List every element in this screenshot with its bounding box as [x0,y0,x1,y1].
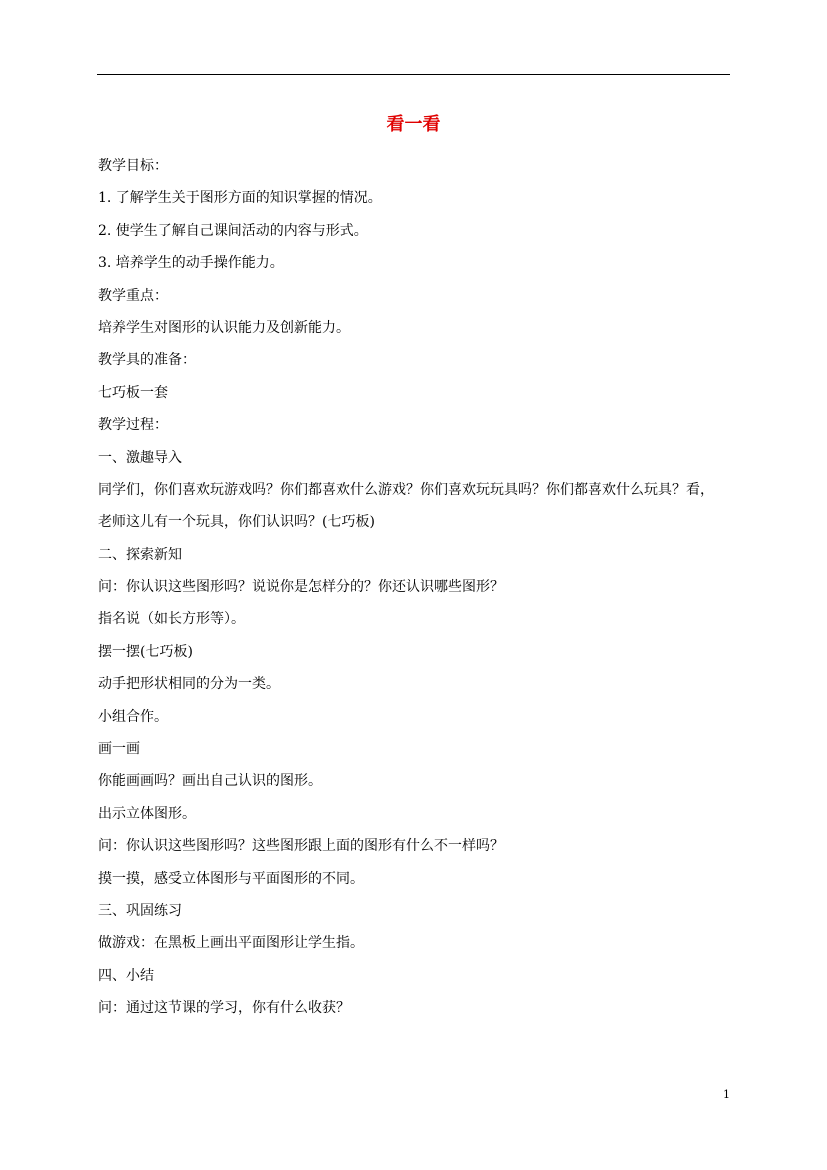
paragraph-line: 做游戏：在黑板上画出平面图形让学生指。 [98,935,364,952]
paragraph-line: 小组合作。 [98,708,168,725]
step-heading-explore: 二、探索新知 [98,546,182,563]
document-body [98,150,738,1025]
section-heading-process: 教学过程： [98,417,168,434]
activity-heading-draw: 画一画 [98,741,140,758]
step-heading-summary: 四、小结 [98,967,154,984]
paragraph-line: 指名说（如长方形等）。 [98,611,245,628]
objective-item-3: 3. 培养学生的动手操作能力。 [98,255,284,272]
section-heading-materials: 教学具的准备： [98,352,196,369]
section-heading-objectives: 教学目标： [98,158,168,174]
paragraph-line: 老师这儿有一个玩具，你们认识吗？(七巧板) [98,514,375,531]
paragraph-line: 同学们，你们喜欢玩游戏吗？你们都喜欢什么游戏？你们喜欢玩玩具吗？你们都喜欢什么玩具？看， [98,481,714,498]
paragraph-line: 问：你认识这些图形吗？说说你是怎样分的？你还认识哪些图形？ [98,579,504,596]
activity-heading-arrange: 摆一摆(七巧板) [98,643,193,660]
paragraph-line: 你能画画吗？画出自己认识的图形。 [98,773,322,790]
document-title: 看一看 [386,114,441,135]
objective-item-2: 2. 使学生了解自己课间活动的内容与形式。 [98,222,368,239]
paragraph-line: 问：通过这节课的学习，你有什么收获？ [98,1000,350,1017]
paragraph-line: 出示立体图形。 [98,805,196,822]
key-point-text: 培养学生对图形的认识能力及创新能力。 [98,319,350,336]
paragraph-line: 摸一摸，感受立体图形与平面图形的不同。 [98,870,364,887]
step-heading-practice: 三、巩固练习 [98,902,182,919]
objective-item-1: 1. 了解学生关于图形方面的知识掌握的情况。 [98,190,382,207]
step-heading-introduction: 一、激趣导入 [98,449,182,466]
paragraph-line: 动手把形状相同的分为一类。 [98,676,280,693]
materials-text: 七巧板一套 [98,384,168,401]
section-heading-key-points: 教学重点： [98,287,168,304]
header-rule [97,74,730,75]
paragraph-line: 问：你认识这些图形吗？这些图形跟上面的图形有什么不一样吗？ [98,838,504,855]
page-number: 1 [723,1088,730,1101]
